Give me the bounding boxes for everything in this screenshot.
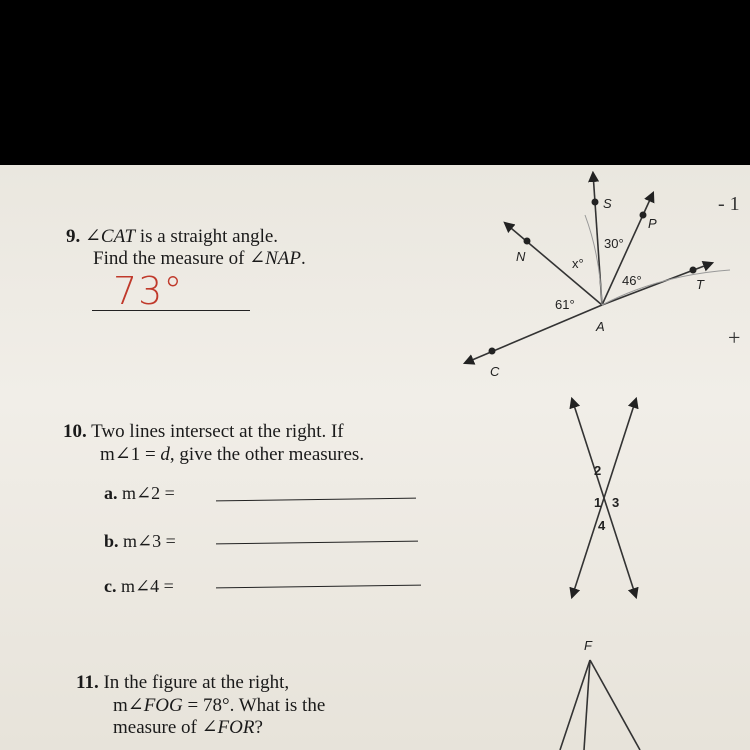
angle-4-label: 4 bbox=[598, 518, 606, 533]
q10-answer-line-b bbox=[216, 541, 418, 545]
q9-line1-rest: is a straight angle. bbox=[135, 226, 279, 247]
q10-part-b-label: b. bbox=[104, 531, 119, 551]
q10-part-a bbox=[104, 483, 175, 504]
q10-part-b bbox=[104, 531, 176, 552]
q10-part-b-text: m∠3 = bbox=[123, 531, 176, 551]
q11-line3-prefix: measure of bbox=[113, 717, 202, 738]
point-t-dot bbox=[690, 267, 697, 274]
angle-61: 61° bbox=[555, 297, 575, 312]
q10-answer-line-a bbox=[216, 498, 416, 502]
point-p-dot bbox=[640, 212, 647, 219]
label-f: F bbox=[584, 638, 592, 653]
q11-line2 bbox=[113, 694, 325, 717]
angle-3-label: 3 bbox=[612, 495, 620, 510]
margin-mark-top: - 1 bbox=[718, 193, 740, 215]
label-p: P bbox=[648, 216, 657, 231]
point-c-dot bbox=[489, 348, 496, 355]
point-n-dot bbox=[524, 238, 531, 245]
q11-number: 11. bbox=[76, 672, 99, 693]
label-s: S bbox=[603, 196, 612, 211]
q10-line1-text: Two lines intersect at the right. If bbox=[91, 421, 344, 442]
q9-angle-nap: ∠NAP bbox=[249, 248, 301, 269]
q11-line1 bbox=[76, 672, 289, 694]
q11-figure bbox=[540, 635, 660, 750]
q10-part-c-text: m∠4 = bbox=[121, 576, 174, 596]
margin-mark-plus: + bbox=[728, 325, 741, 350]
worksheet-page bbox=[0, 165, 750, 750]
q10-answer-line-c bbox=[216, 585, 421, 589]
q9-number: 9. bbox=[66, 226, 81, 247]
q9-line2 bbox=[93, 247, 306, 270]
q9-line2-end: . bbox=[301, 248, 306, 269]
q11-angle-for: ∠FOR bbox=[201, 717, 255, 738]
q11-angle-fog: ∠FOG bbox=[127, 695, 183, 716]
label-c: C bbox=[490, 364, 500, 379]
label-n: N bbox=[516, 249, 526, 264]
ray-ac bbox=[465, 305, 602, 363]
q10-part-a-label: a. bbox=[104, 483, 118, 503]
q11-line3 bbox=[113, 716, 263, 739]
q9-angle-cat: ∠CAT bbox=[85, 226, 136, 247]
q11-line2-prefix: m bbox=[113, 695, 128, 716]
q10-part-c-label: c. bbox=[104, 576, 117, 596]
point-s-dot bbox=[592, 199, 599, 206]
q10-line1 bbox=[63, 421, 344, 443]
angle-30: 30° bbox=[604, 236, 624, 251]
q9-line1 bbox=[66, 225, 278, 248]
q10-part-c bbox=[104, 576, 174, 597]
angle-x: x° bbox=[572, 256, 584, 271]
q9-angle-figure bbox=[450, 165, 750, 395]
q10-number: 10. bbox=[63, 421, 87, 442]
q11-line1-text: In the figure at the right, bbox=[103, 672, 290, 693]
q9-line2-text: Find the measure of bbox=[93, 248, 250, 269]
q10-var-d: d bbox=[160, 444, 170, 465]
q11-line2-rest: = 78°. What is the bbox=[182, 695, 326, 716]
q10-part-a-text: m∠2 = bbox=[122, 483, 175, 503]
angle-1-label: 1 bbox=[594, 495, 602, 510]
q9-answer-line bbox=[92, 310, 250, 311]
ray-an bbox=[505, 223, 602, 305]
q10-intersecting-lines-figure bbox=[550, 395, 660, 605]
ray-f-right bbox=[590, 660, 640, 750]
q10-line2 bbox=[100, 443, 364, 466]
label-a: A bbox=[596, 319, 605, 334]
q10-line2-rest: , give the other measures. bbox=[169, 444, 365, 465]
q10-line2-prefix: m∠1 = bbox=[100, 444, 161, 465]
q11-line3-end: ? bbox=[254, 717, 263, 738]
angle-2-label: 2 bbox=[594, 463, 602, 478]
q9-handwritten-answer: 73° bbox=[113, 269, 184, 313]
angle-46: 46° bbox=[622, 273, 642, 288]
label-t: T bbox=[696, 277, 704, 292]
